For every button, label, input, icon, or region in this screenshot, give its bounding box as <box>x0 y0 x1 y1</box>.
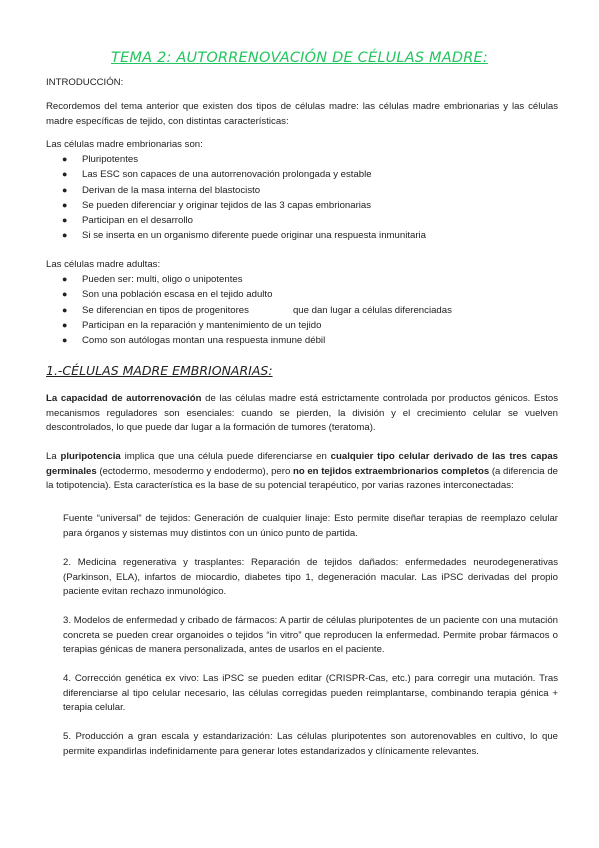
bullet-icon: ● <box>62 335 68 346</box>
bullet-icon: ● <box>62 199 68 210</box>
adult-list <box>62 272 452 348</box>
list-item: ● Se pueden diferenciar y originar tejidos de las 3 capas embrionarias <box>62 198 426 213</box>
bullet-icon: ● <box>62 230 68 241</box>
reason-item: Fuente “universal” de tejidos: Generación de cualquier linaje: Esto permite diseñar terapias de reemplazo celular para órganos y sistemas muy distintos con un único punto de partida. <box>63 513 558 539</box>
reason-item: 2. Medicina regenerativa y trasplantes: Reparación de tejidos dañados: enfermedades neurodegenerativas (Parkinson, ELA), infartos de miocardio, diabetes tipo 1, degeneración macular. Las iPSC derivadas del propio paciente evitan rechazo inmunológico. <box>63 557 558 597</box>
embryonic-list <box>62 152 426 244</box>
bullet-icon: ● <box>62 304 68 315</box>
bullet-icon: ● <box>62 169 68 180</box>
intro-paragraph: Recordemos del tema anterior que existen dos tipos de células madre: las células madre embrionarias y las células madre específicas de tejido, con distintas características: <box>46 101 558 127</box>
reason-item: 5. Producción a gran escala y estandarización: Las células pluripotentes son autorenovables en cultivo, lo que permite expandirlas indefinidamente para generar lotes estandarizados y clínicamente relevantes. <box>63 731 558 757</box>
reason-item: 4. Corrección genética ex vivo: Las iPSC se pueden editar (CRISPR-Cas, etc.) para corregir una mutación. Tras diferenciarse al tipo celular necesario, las células corregidas pueden reimplantarse, combinando terapia génica + terapia celular. <box>63 673 558 713</box>
adult-heading: Las células madre adultas: <box>46 259 161 270</box>
list-item: ● Pluripotentes <box>62 152 426 167</box>
list-item: ● Como son autólogas montan una respuesta inmune débil <box>62 333 452 348</box>
list-item: ● Si se inserta en un organismo diferente puede originar una respuesta inmunitaria <box>62 228 426 243</box>
list-item: ● Son una población escasa en el tejido adulto <box>62 287 452 302</box>
reason-item: 3. Modelos de enfermedad y cribado de fármacos: A partir de células pluripotentes de un paciente con una mutación concreta se pueden crear organoides o tejidos “in vitro” que reproducen la enfermedad. Permite probar fármacos o terapias génicas de manera personalizada, antes de usarlos en el paciente. <box>63 615 558 655</box>
pluripotency-paragraph: La pluripotencia implica que una célula puede diferenciarse en cualquier tipo celular derivado de las tres capas germinales (ectodermo, mesodermo y endodermo), pero no en tejidos extraembrionarios completos (a diferencia de la totipotencia). Esta característica es la base de su potencial terapéutico, por varias razones interconectadas: <box>46 451 558 491</box>
bullet-icon: ● <box>62 215 68 226</box>
list-item: ● Las ESC son capaces de una autorrenovación prolongada y estable <box>62 167 426 182</box>
list-item: ● Participan en el desarrollo <box>62 213 426 228</box>
bullet-icon: ● <box>62 274 68 284</box>
page-title: TEMA 2: AUTORRENOVACIÓN DE CÉLULAS MADRE: <box>111 50 488 66</box>
intro-heading: INTRODUCCIÓN: <box>46 77 124 88</box>
embryonic-heading: Las células madre embrionarias son: <box>46 139 203 150</box>
list-item: ● Participan en la reparación y mantenimiento de un tejido <box>62 318 452 333</box>
bullet-icon: ● <box>62 319 68 330</box>
list-item: ● Derivan de la masa interna del blastocisto <box>62 183 426 198</box>
bullet-icon: ● <box>62 154 68 164</box>
section-title: 1.-CÉLULAS MADRE EMBRIONARIAS: <box>46 363 273 378</box>
list-item: ● Se diferencian en tipos de progenitores que dan lugar a células diferenciadas <box>62 303 452 318</box>
bullet-icon: ● <box>62 289 68 300</box>
bullet-icon: ● <box>62 184 68 195</box>
autorenewal-paragraph: La capacidad de autorrenovación de las células madre está estrictamente controlada por productos génicos. Estos mecanismos reguladores son esenciales: cuando se pierden, la división y el crecimiento celular se vuelven descontrolados, lo que puede dar lugar a la formación de tumores (teratoma). <box>46 393 558 433</box>
list-item: ● Pueden ser: multi, oligo o unipotentes <box>62 272 452 287</box>
